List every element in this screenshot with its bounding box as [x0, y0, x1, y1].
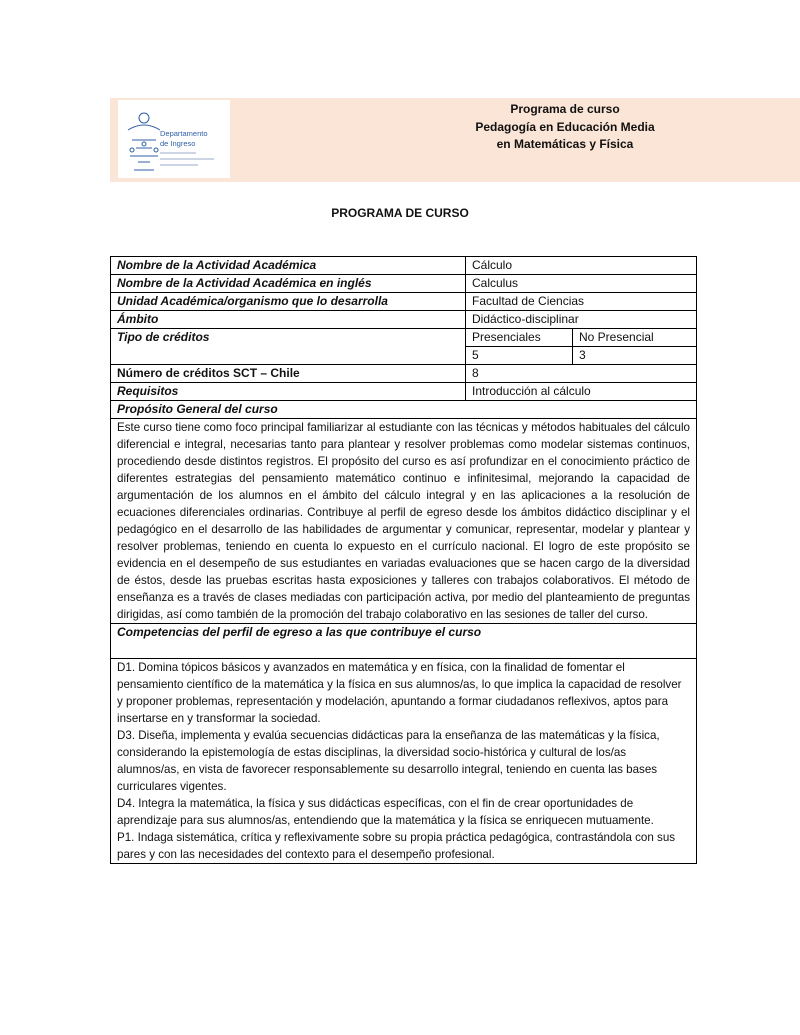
competencias-label: Competencias del perfil de egreso a las que contribuye el curso [111, 624, 697, 659]
presenciales-value: 5 [466, 347, 573, 365]
table-row [111, 383, 697, 401]
table-row [111, 293, 697, 311]
competencia-item: D4. Integra la matemática, la física y sus didácticas específicas, con el fin de crear oportunidades de aprendizaje para sus alumnos/as, entendiendo que la matemática y la física se enriquecen mutuamente. [117, 797, 654, 827]
table-row [111, 365, 697, 383]
credit-type-label: Tipo de créditos [111, 329, 466, 365]
sct-label: Número de créditos SCT – Chile [111, 365, 466, 383]
competencia-item: D1. Domina tópicos básicos y avanzados en matemática y en física, con la finalidad de fomentar el pensamiento científico de la matemática y la física en sus alumnos/as, lo que implica la capacidad de resolver y proponer problemas, representación y modelación, apuntando a formar ciudadanos reflexivos, aptos para insertarse en y transformar la sociedad. [117, 661, 682, 725]
header-line-1: Programa de curso [510, 102, 620, 116]
table-row [111, 624, 697, 659]
no-presencial-label: No Presencial [573, 329, 697, 347]
logo-text-line-1: Departamento [160, 129, 208, 138]
table-row [111, 329, 697, 347]
competencia-item: P1. Indaga sistemática, crítica y reflexivamente sobre su propia práctica pedagógica, contrastándola con sus pares y con las necesidades del contexto para el desempeño profesional. [117, 831, 676, 861]
table-row [111, 659, 697, 864]
header-line-3: en Matemáticas y Física [496, 137, 634, 151]
row-value: Calculus [466, 275, 697, 293]
no-presencial-value: 3 [573, 347, 697, 365]
requisitos-label: Requisitos [111, 383, 466, 401]
requisitos-value: Introducción al cálculo [466, 383, 697, 401]
table-row [111, 419, 697, 624]
competencia-item: D3. Diseña, implementa y evalúa secuencias didácticas para la enseñanza de las matemáticas y la física, considerando la epistemología de estas disciplinas, la diversidad socio-histórica y cultural de los/as alumnos/as, en vista de favorecer responsablemente su desarrollo integral, teniendo en cuenta las bases curriculares vigentes. [117, 729, 660, 793]
presenciales-label: Presenciales [466, 329, 573, 347]
proposito-text: Este curso tiene como foco principal familiarizar al estudiante con las técnicas y métodos habituales del cálculo diferencial e integral, necesarias tanto para plantear y resolver problemas como modelar sistemas continuos, procediendo desde distintos registros. El propósito del curso es así profundizar en el conocimiento práctico de diferentes estrategias del pensamiento matemático continuo e infinitesimal, mejorando la capacidad de argumentación de los alumnos en el ámbito del cálculo integral y en las aplicaciones a la resolución de ecuaciones diferenciales ordinarias. Contribuye al perfil de egreso desde los ámbitos didáctico disciplinar y el pedagógico en el desarrollo de las habilidades de argumentar y comunicar, representar, modelar y plantear y resolver problemas, teniendo en cuenta lo expuesto en el currículo nacional. El logro de este propósito se evidencia en el desempeño de sus estudiantes en variadas evaluaciones que se hacen cargo de la diversidad de éstos, desde las pruebas escritas hasta exposiciones y talleres con trabajos colaborativos. El método de enseñanza es a través de clases mediadas con participación activa, por medio del planteamiento de preguntas dirigidas, así como también de la promoción del trabajo colaborativo en las sesiones de taller del curso. [111, 419, 697, 624]
logo-text-line-2: de Ingreso [160, 139, 196, 148]
header-line-2: Pedagogía en Educación Media [475, 119, 655, 134]
department-logo-icon [118, 100, 230, 178]
document-title: PROGRAMA DE CURSO [331, 206, 469, 220]
row-value: Facultad de Ciencias [466, 293, 697, 311]
sct-value: 8 [466, 365, 697, 383]
row-value: Cálculo [466, 257, 697, 275]
competencias-list [111, 659, 697, 864]
row-label: Unidad Académica/organismo que lo desarrolla [111, 293, 466, 311]
proposito-label: Propósito General del curso [111, 401, 697, 419]
program-header [420, 101, 710, 154]
row-value: Didáctico-disciplinar [466, 311, 697, 329]
course-table [110, 256, 697, 864]
table-row [111, 257, 697, 275]
table-row [111, 401, 697, 419]
table-row [111, 275, 697, 293]
row-label: Nombre de la Actividad Académica [111, 257, 466, 275]
department-logo [118, 100, 230, 178]
row-label: Ámbito [111, 311, 466, 329]
row-label: Nombre de la Actividad Académica en inglés [111, 275, 466, 293]
table-row [111, 311, 697, 329]
